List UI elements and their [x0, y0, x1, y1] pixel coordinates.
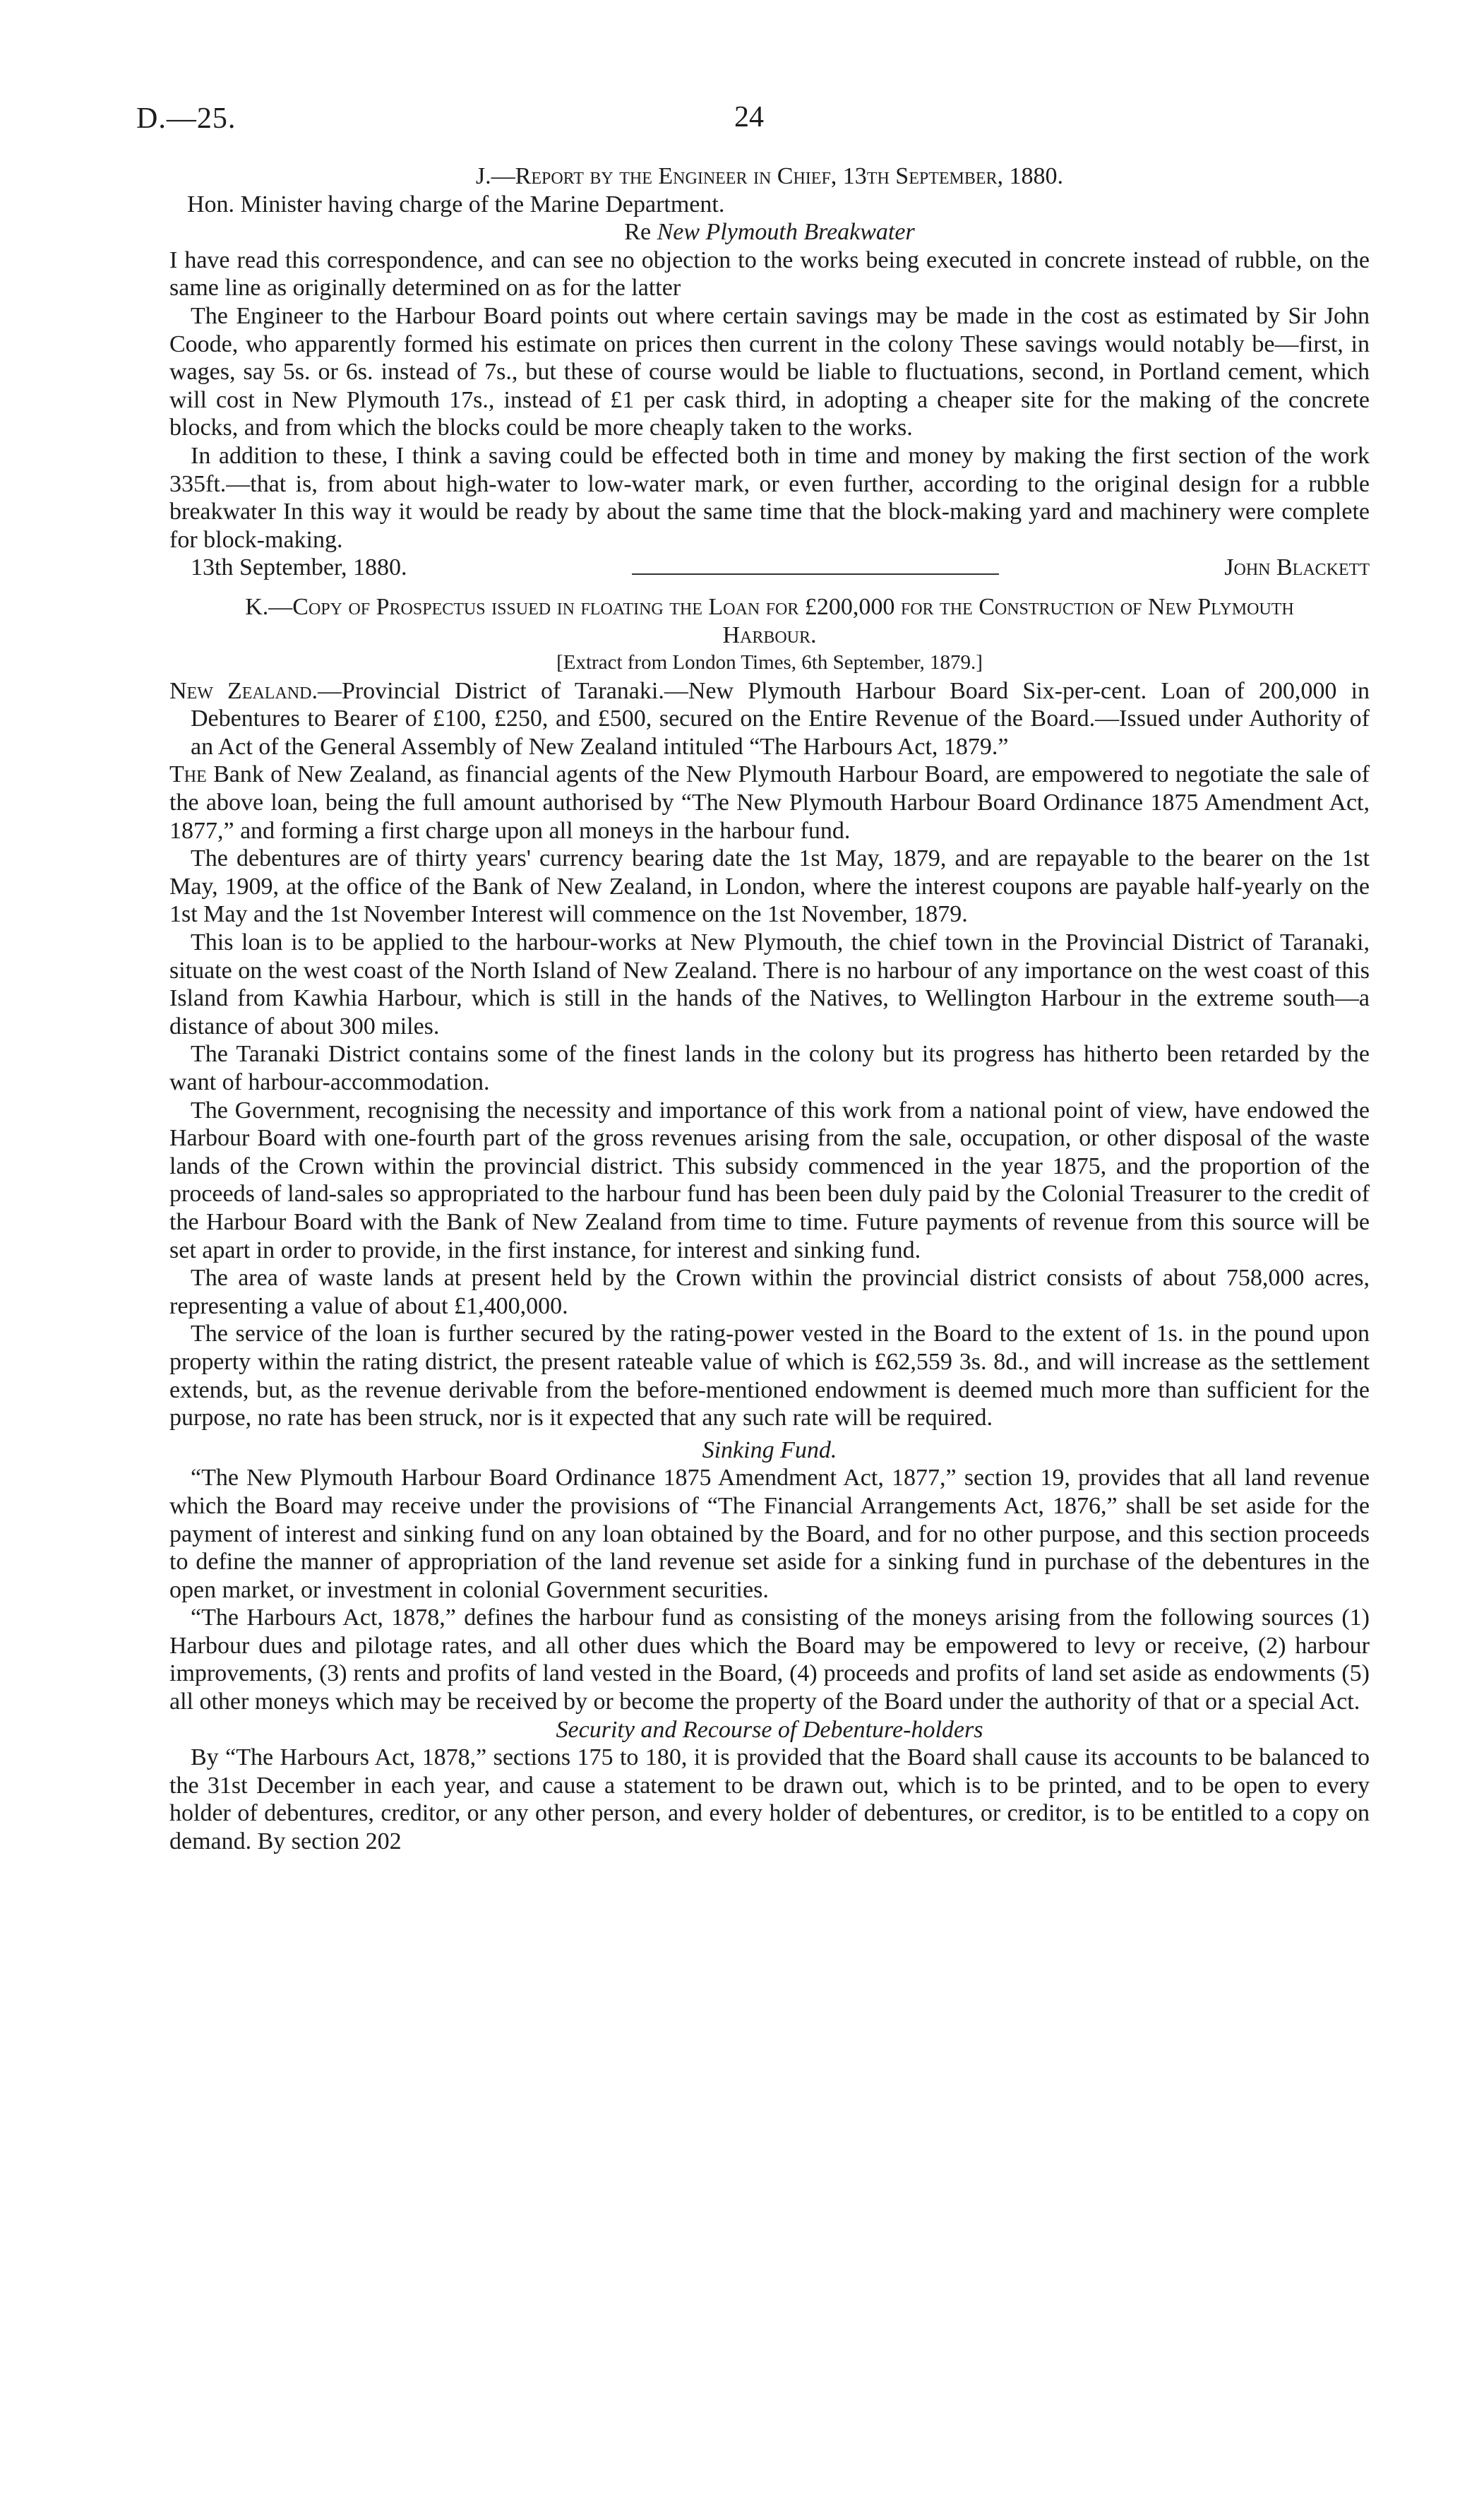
document-reference: D.—25.: [136, 102, 237, 135]
security-paragraph-1: By “The Harbours Act, 1878,” sections 175 to 180, it is provided that the Board shall cause its accounts to be balanced to the 31st December in each year, and cause a statement to be drawn out, which is to be printed, and to be open to every holder of debentures, creditor, or any other person, and every holder of debentures, or creditor, is to be entitled to a copy on demand. By section 202: [169, 1744, 1370, 1855]
sinking-fund-heading: Sinking Fund.: [702, 1436, 837, 1463]
re-subject: New Plymouth Breakwater: [657, 219, 915, 246]
re-prefix: Re: [624, 219, 652, 246]
section-j-date: 13th September, 1880.: [191, 554, 407, 581]
sinking-fund-paragraph-2: “The Harbours Act, 1878,” defines the harbour fund as consisting of the moneys arising from the following sources (1) Harbour dues and pilotage rates, and all other dues which the Board may be empowered to levy or receive, (2) harbour improvements, (3) rents and profits of land vested in the Board, (4) proceeds and profits of land set aside as endowments (5) all other moneys which may be received by or become the property of the Board under the authority of that or a special Act.: [169, 1604, 1370, 1715]
section-j-address: Hon. Minister having charge of the Marine Department.: [187, 191, 725, 218]
prospectus-area: The area of waste lands at present held by the Crown within the provincial district consists of about 758,000 acres, representing a value of about £1,400,000.: [169, 1265, 1370, 1319]
prospectus-lead-text: —Provincial District of Taranaki.—New Plymouth Harbour Board Six-per-cent. Loan of 200,000 in Debentures to Bearer of £100, £250, and £500, secured on the Entire Revenue of the Board.—Issued under Authority of an Act of the General Assembly of New Zealand intituled “The Harbours Act, 1879.”: [191, 677, 1370, 760]
section-j-paragraph-1: I have read this correspondence, and can see no objection to the works being executed in concrete instead of rubble, on the same line as originally determined on as for the latter: [169, 246, 1370, 302]
section-j-title: J.—Report by the Engineer in Chief, 13th September, 1880.: [475, 163, 1064, 189]
section-j-subject: [169, 218, 1370, 246]
prospectus-works: This loan is to be applied to the harbour-works at New Plymouth, the chief town in the Provincial District of Taranaki, situate on the west coast of the North Island of New Zealand. There is no harbour of any importance on the west coast of this Island from Kawhia Harbour, which is still in the hands of the Natives, to Wellington Harbour in the extreme south—a distance of about 300 miles.: [169, 929, 1370, 1040]
page-number: 24: [734, 101, 764, 133]
section-j-paragraph-2: The Engineer to the Harbour Board points out where certain savings may be made in the cost as estimated by Sir John Coode, who apparently formed his estimate on prices then current in the colony These savings would notably be—first, in wages, say 5s. or 6s. instead of 7s., but these of course would be liable to fluctuations, second, in Portland cement, which will cost in New Plymouth 17s., instead of £1 per cask third, in adopting a cheaper site for the making of the concrete blocks, and from which the blocks could be more cheaply taken to the works.: [169, 302, 1370, 441]
prospectus-government: The Government, recognising the necessity and importance of this work from a national point of view, have endowed the Harbour Board with one-fourth part of the gross revenues arising from the sale, occupation, or other disposal of the waste lands of the Crown within the provincial district. This subsidy commenced in the year 1875, and the proportion of the proceeds of land-sales so appropriated to the harbour fund has been been duly paid by the Colonial Treasurer to the credit of the Harbour Board with the Bank of New Zealand from time to time. Future payments of revenue from this source will be set apart in order to provide, in the first instance, for interest and sinking fund.: [169, 1097, 1370, 1263]
text-column: [169, 162, 1370, 1856]
section-k-source-note: [Extract from London Times, 6th September, 1879.]: [556, 651, 983, 674]
prospectus-bank-text: Bank of New Zealand, as financial agents of the New Plymouth Harbour Board, are empowered to negotiate the sale of the above loan, being the full amount authorised by “The New Plymouth Harbour Board Ordinance 1875 Amendment Act, 1877,” and forming a first charge upon all moneys in the harbour fund.: [169, 761, 1370, 844]
prospectus-district: The Taranaki District contains some of the finest lands in the colony but its progress has hitherto been retarded by the want of harbour-accommodation.: [169, 1041, 1370, 1095]
prospectus-lead: [169, 677, 1370, 761]
prospectus-lead-head: New Zealand.: [169, 677, 318, 704]
section-j-signature: John Blackett: [1224, 554, 1370, 581]
prospectus-debentures: The debentures are of thirty years' currency bearing date the 1st May, 1879, and are repayable to the bearer on the 1st May, 1909, at the office of the Bank of New Zealand, in London, where the interest coupons are payable half-yearly on the 1st May and the 1st November Interest will commence on the 1st November, 1879.: [169, 845, 1370, 928]
security-heading: Security and Recourse of Debenture-holders: [556, 1716, 983, 1743]
sinking-fund-paragraph-1: “The New Plymouth Harbour Board Ordinance 1875 Amendment Act, 1877,” section 19, provides that all land revenue which the Board may receive under the provisions of “The Financial Arrangements Act, 1876,” shall be set aside for the payment of interest and sinking fund on any loan obtained by the Board, and for no other purpose, and this section proceeds to define the manner of appropriation of the land revenue set aside for a sinking fund in purchase of the debentures in the open market, or investment in colonial Government securities.: [169, 1465, 1370, 1603]
prospectus-service: The service of the loan is further secured by the rating-power vested in the Board to the extent of 1s. in the pound upon property within the rating district, the present rateable value of which is £62,559 3s. 8d., and will increase as the settlement extends, but, as the revenue derivable from the before-mentioned endowment is deemed much more than sufficient for the purpose, no rate has been struck, nor is it expected that any such rate will be required.: [169, 1321, 1370, 1431]
section-j-signoff: [169, 554, 1370, 582]
prospectus-bank-head: The: [169, 761, 207, 788]
section-k-title: K.—Copy of Prospectus issued in floating the Loan for £200,000 for the Construction of New Plymouth Harbour.: [245, 593, 1294, 648]
section-divider: [632, 573, 999, 575]
prospectus-bank: [169, 761, 1370, 845]
section-j-paragraph-3: In addition to these, I think a saving could be effected both in time and money by making the first section of the work 335ft.—that is, from about high-water to low-water mark, or even further, according to the original design for a rubble breakwater In this way it would be ready by about the same time that the block-making yard and machinery were complete for block-making.: [169, 442, 1370, 553]
